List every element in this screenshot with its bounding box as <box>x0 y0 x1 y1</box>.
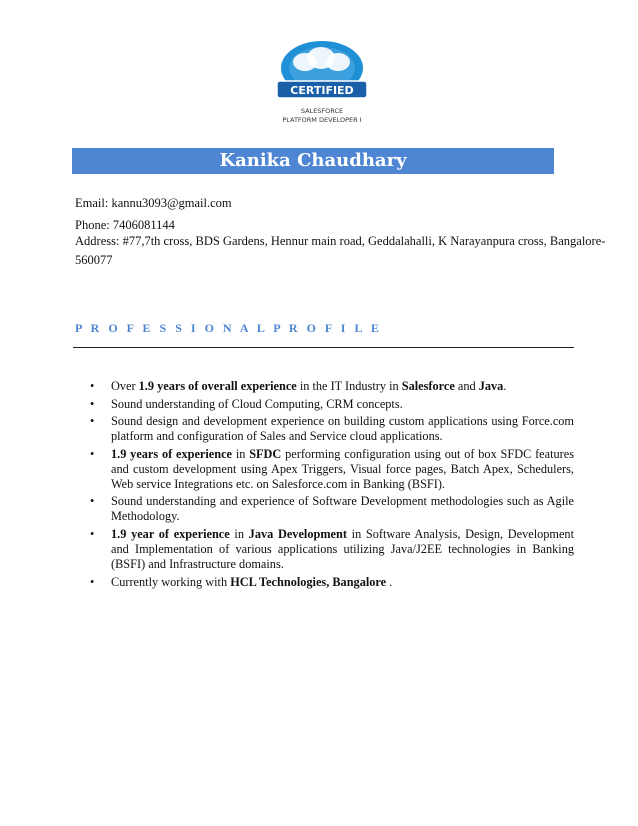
bullet-text: in Software Analysis, Design, Development and Implementation of various applications utilizing Java/J2EE technologies in Banking (BSFI) and Infrastructure domains. <box>111 526 574 571</box>
badge-logo-icon <box>231 40 413 140</box>
bullet-text: and <box>454 379 479 393</box>
list-item <box>86 494 574 524</box>
bullet-bold-text: Java <box>478 379 504 393</box>
bullet-icon: • <box>90 494 95 509</box>
badge-platform-text: PLATFORM DEVELOPER I <box>282 116 362 124</box>
bullet-text: Over <box>111 379 139 393</box>
bullet-text: in <box>229 526 249 541</box>
badge-certified-text: CERTIFIED <box>290 84 354 97</box>
bullet-text: . <box>386 574 393 589</box>
list-item <box>86 414 574 444</box>
bullet-icon: • <box>90 414 95 429</box>
salesforce-certified-badge <box>231 40 413 140</box>
bullet-bold-text: Salesforce <box>401 379 455 393</box>
list-item <box>86 379 574 394</box>
bullet-text: in the IT Industry in <box>296 379 402 393</box>
bullet-text: Currently working with <box>111 574 231 589</box>
bullet-bold-text: 1.9 years of experience <box>111 446 233 461</box>
bullet-icon: • <box>90 396 95 411</box>
bullet-bold-text: Java Development <box>248 526 347 541</box>
list-item <box>86 527 574 572</box>
bullet-icon: • <box>90 574 95 589</box>
bullet-text: Sound understanding of Cloud Computing, CRM concepts. <box>111 396 403 411</box>
profile-bullet-list <box>86 379 574 592</box>
badge-salesforce-text: SALESFORCE <box>300 107 344 115</box>
list-item <box>86 447 574 492</box>
section-divider <box>73 347 574 348</box>
bullet-bold-text: 1.9 year of experience <box>111 526 230 541</box>
bullet-bold-text: SFDC <box>249 446 282 461</box>
bullet-text: . <box>503 379 507 393</box>
name-banner: Kanika Chaudhary <box>72 148 554 174</box>
address-line: Address: #77,7th cross, BDS Gardens, Hennur main road, Geddalahalli, K Narayanpura cross, Bangalore- <box>75 234 606 248</box>
bullet-icon: • <box>90 446 95 461</box>
phone-line: Phone: 7406081144 <box>75 218 175 232</box>
list-item <box>86 397 574 412</box>
bullet-text: Sound understanding and experience of Software Development methodologies such as Agile Methodology. <box>111 494 574 524</box>
bullet-bold-text: HCL Technologies, Bangalore <box>230 574 387 589</box>
email-line: Email: kannu3093@gmail.com <box>75 196 232 210</box>
list-item <box>86 575 574 590</box>
address-postcode: 560077 <box>75 253 113 267</box>
bullet-text: performing configuration using out of box SFDC features and custom development using Apex Triggers, Visual force pages, Batch Apex, Schedulers, Web service Integrations etc. on Salesforce.com in Banking (BSFI). <box>111 446 575 491</box>
bullet-text: Sound design and development experience on building custom applications using Force.com platform and configuration of Sales and Service cloud applications. <box>111 414 574 444</box>
bullet-icon: • <box>90 526 95 541</box>
bullet-icon: • <box>90 379 95 393</box>
bullet-bold-text: 1.9 years of overall experience <box>138 379 297 393</box>
section-title-professional-profile: P R O F E S S I O N A L P R O F I L E <box>75 321 382 335</box>
bullet-text: in <box>232 446 250 461</box>
